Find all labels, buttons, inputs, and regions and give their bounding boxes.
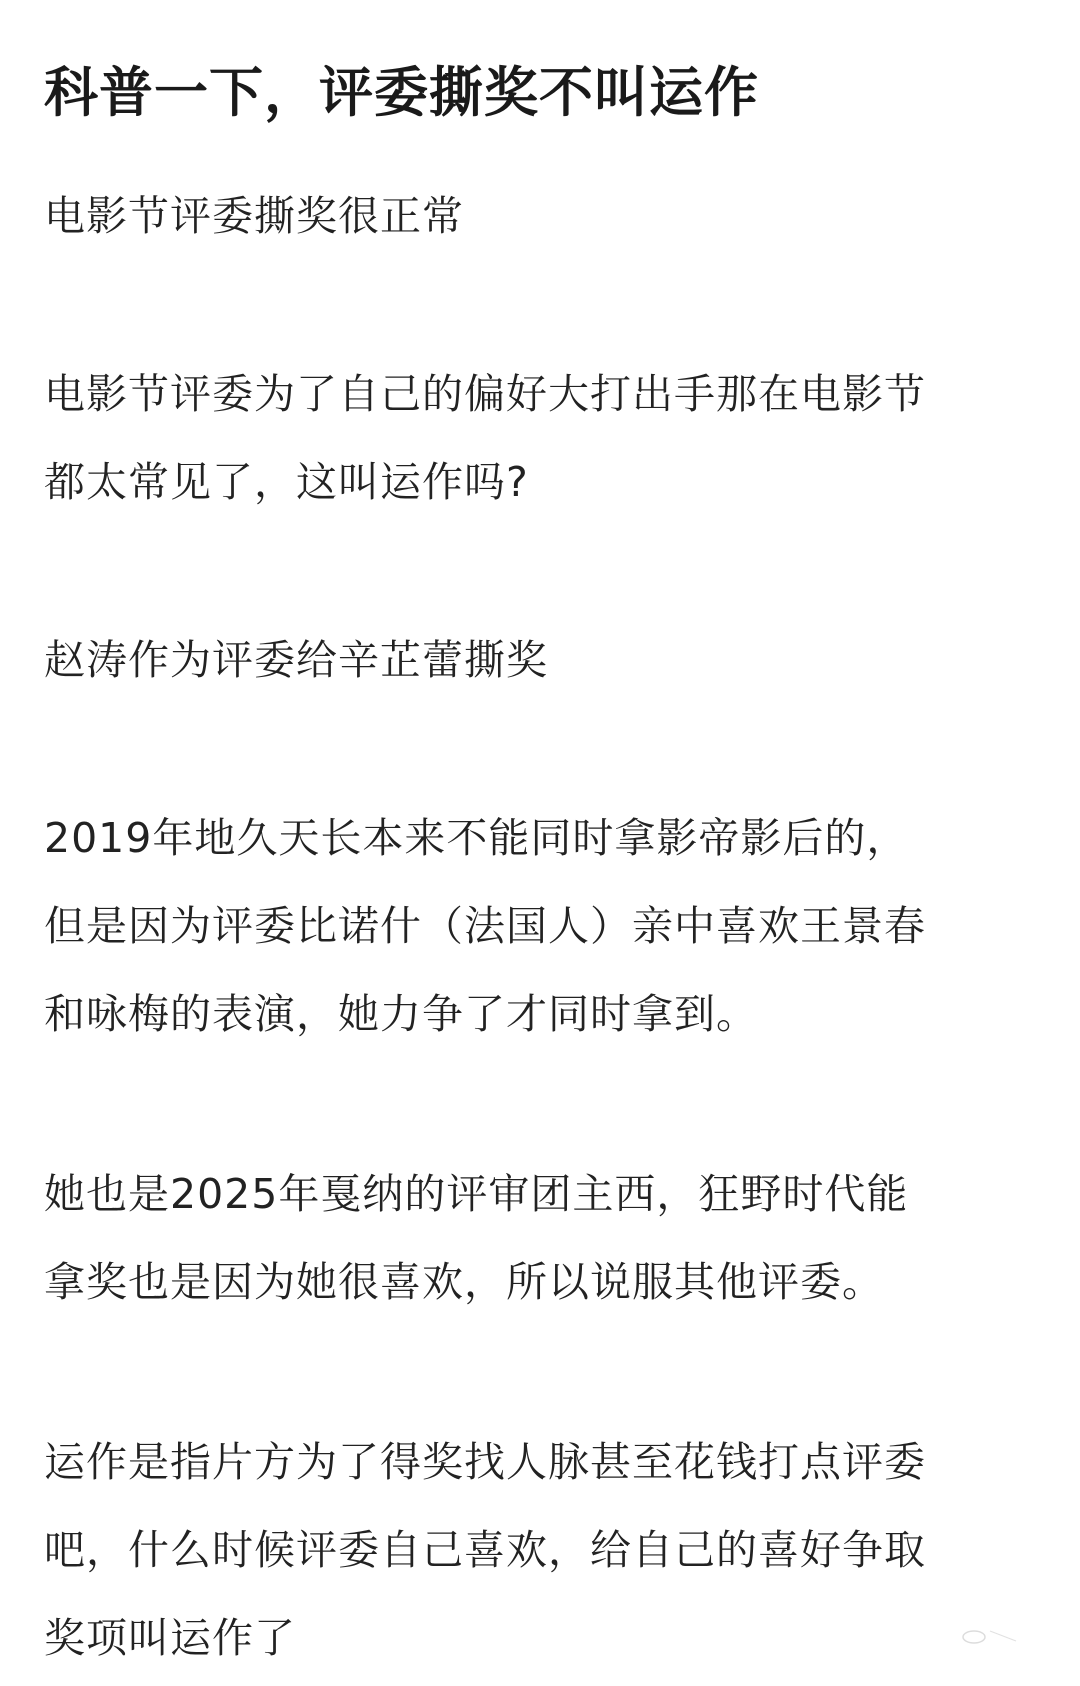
- text-line: 拿奖也是因为她很喜欢，所以说服其他评委。: [44, 1258, 884, 1306]
- post-title: 科普一下，评委撕奖不叫运作: [44, 61, 759, 124]
- paragraph-4: [44, 794, 1044, 1058]
- text-line: 电影节评委为了自己的偏好大打出手那在电影节: [44, 370, 926, 418]
- paragraph-2: [44, 350, 1044, 526]
- post-content: [44, 0, 1044, 1682]
- text-line: 但是因为评委比诺什（法国人）亲中喜欢王景春: [44, 902, 926, 950]
- text-line: 和咏梅的表演，她力争了才同时拿到。: [44, 990, 758, 1038]
- paragraph-3: [44, 616, 1044, 704]
- text-line: 奖项叫运作了: [44, 1614, 296, 1662]
- text-line: 运作是指片方为了得奖找人脉甚至花钱打点评委: [44, 1438, 926, 1486]
- watermark-logo-icon: [960, 1626, 1020, 1646]
- text-line: 2019年地久天长本来不能同时拿影帝影后的，: [44, 814, 909, 862]
- paragraph-5: [44, 1150, 1044, 1326]
- paragraph-6: [44, 1418, 1044, 1682]
- text-line: 吧，什么时候评委自己喜欢，给自己的喜好争取: [44, 1526, 926, 1574]
- text-line: 都太常见了，这叫运作吗?: [44, 458, 529, 506]
- paragraph-1: [44, 172, 1044, 260]
- text-line: 电影节评委撕奖很正常: [44, 192, 464, 240]
- text-line: 赵涛作为评委给辛芷蕾撕奖: [44, 636, 548, 684]
- watermark-logo: [960, 1626, 1020, 1646]
- text-line: 她也是2025年戛纳的评审团主西，狂野时代能: [44, 1170, 909, 1218]
